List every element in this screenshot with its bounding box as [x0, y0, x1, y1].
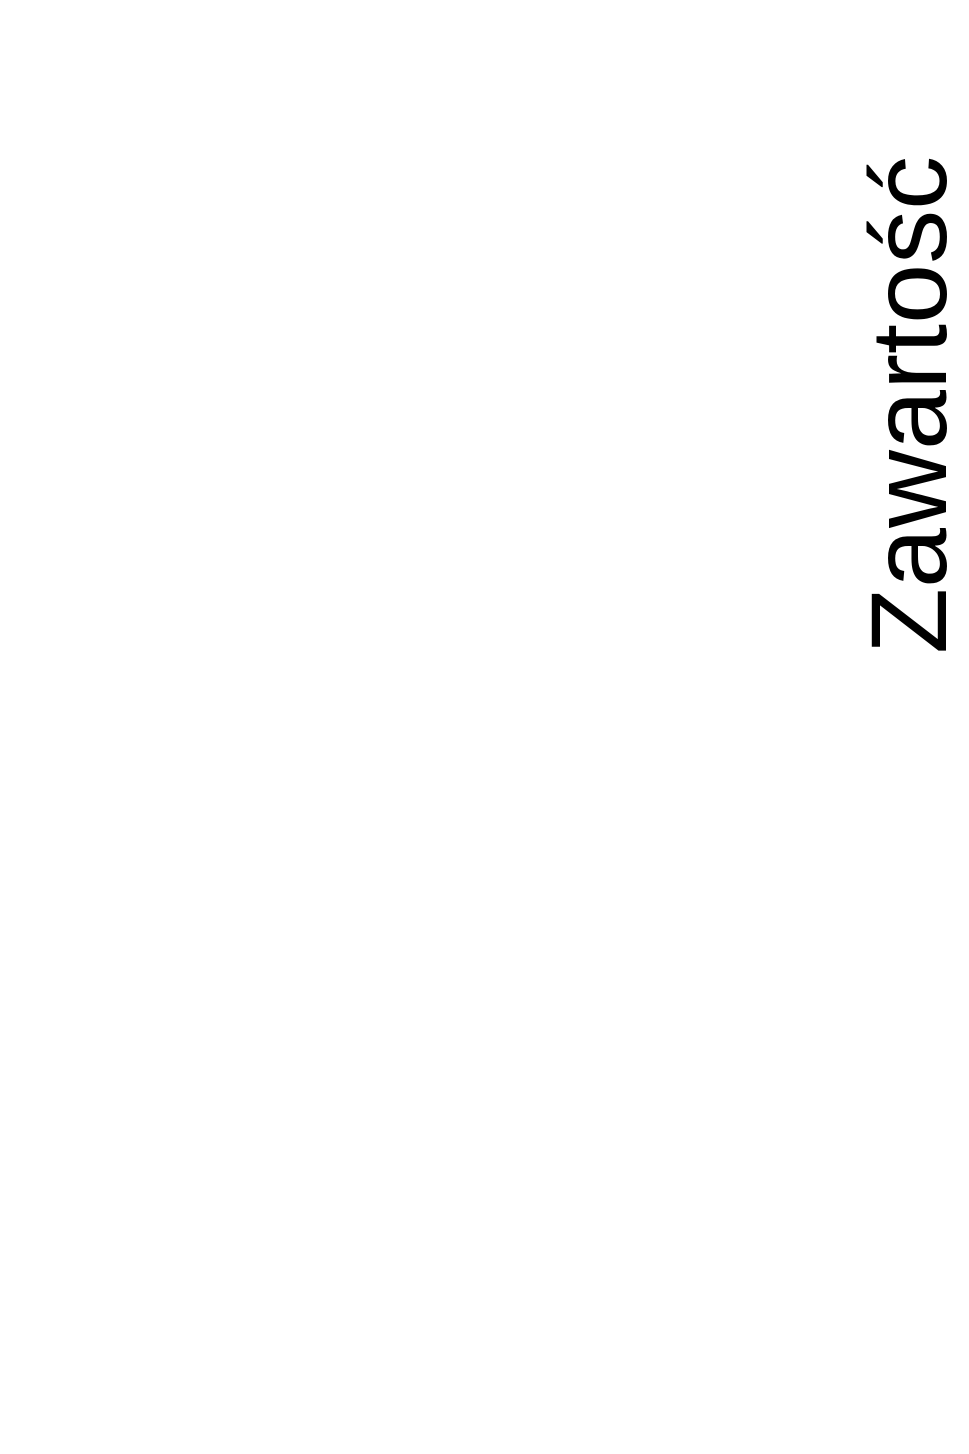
side-title: Zawartość: [848, 155, 969, 654]
side-title-container: [848, 0, 969, 660]
